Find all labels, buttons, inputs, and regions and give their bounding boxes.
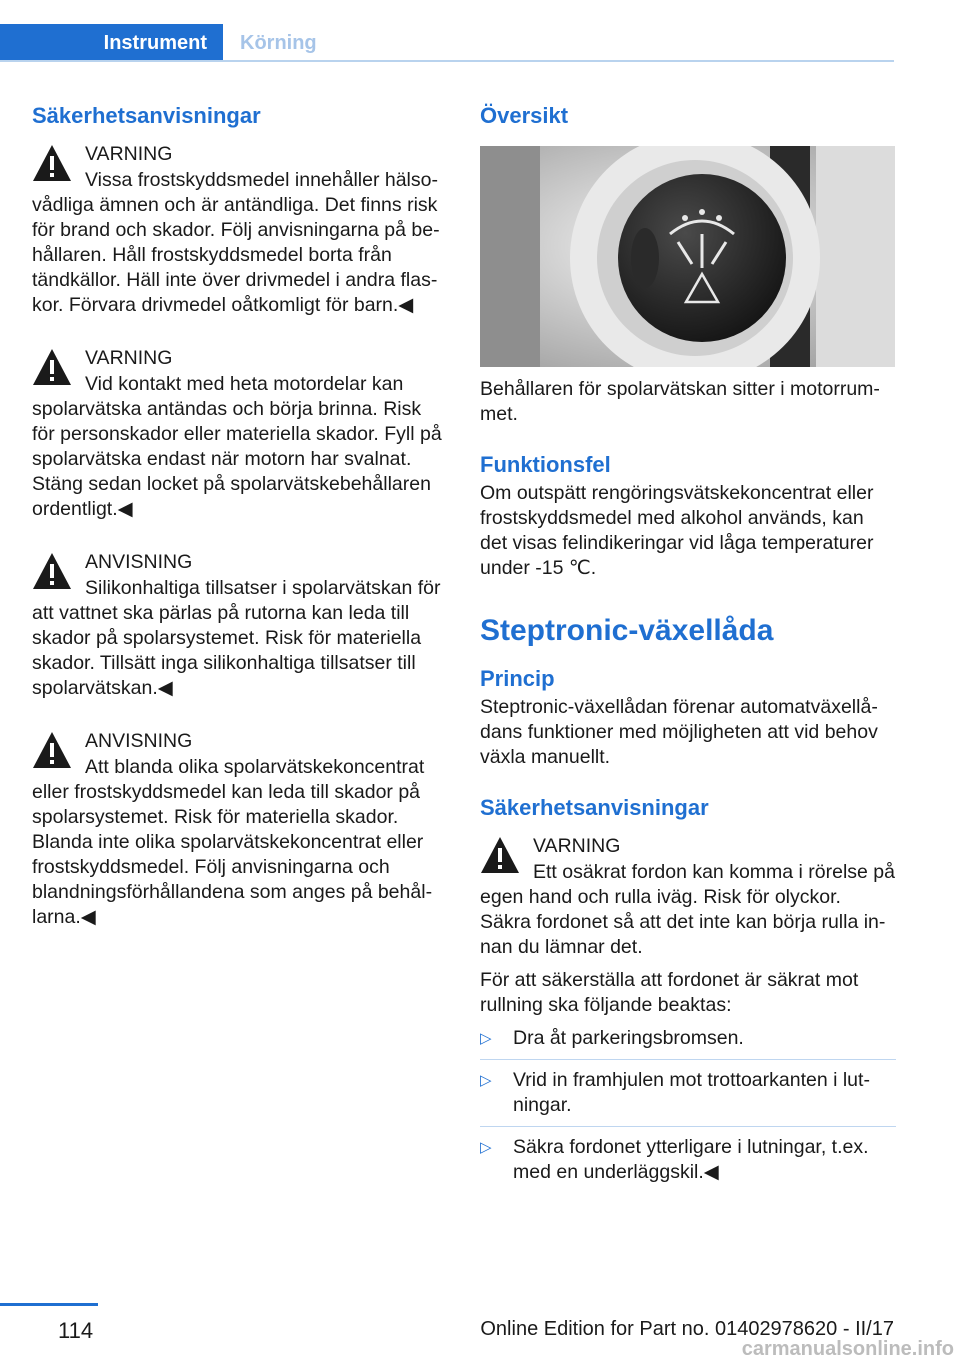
principle-text: Steptronic-växellådan förenar automatväxellådans funktioner med möjligheten att vid behov växla manuellt. bbox=[480, 696, 878, 768]
warning-triangle-icon bbox=[32, 144, 72, 182]
washer-reservoir-cap-photo bbox=[480, 146, 895, 367]
caution-notice bbox=[32, 727, 448, 930]
tab-instrument-label: Instrument bbox=[103, 31, 207, 54]
overview-heading: Översikt bbox=[480, 103, 569, 128]
warning-triangle-icon bbox=[32, 552, 72, 590]
watermark: carmanualsonline.info bbox=[741, 1338, 954, 1360]
caution-notice bbox=[32, 548, 448, 701]
tab-instrument[interactable] bbox=[0, 24, 223, 62]
triangle-bullet-icon: ▷ bbox=[480, 1072, 492, 1089]
list-item: ▷ Säkra fordonet ytterligare i lutningar, t.ex. med en underläggskil.◀ bbox=[480, 1136, 869, 1183]
notice-text: Ett osäkrat fordon kan komma i rörelse på egen hand och rulla iväg. Risk för olyckor. Säkra fordonet så att det inte kan börja rulla innan du lämnar det. bbox=[480, 861, 895, 958]
notice-label: VARNING bbox=[85, 347, 173, 369]
list-item: ▷ Dra åt parkeringsbromsen. bbox=[480, 1026, 896, 1060]
triangle-bullet-icon: ▷ bbox=[480, 1139, 492, 1156]
principle-heading: Princip bbox=[480, 666, 555, 691]
steps-list bbox=[480, 1026, 896, 1193]
right-column bbox=[480, 100, 896, 1193]
warning-notice bbox=[480, 832, 896, 960]
warning-triangle-icon bbox=[480, 836, 520, 874]
notice-text: Silikonhaltiga tillsatser i spolarvätskan för att vattnet ska pärlas på rutorna kan leda till skador på spolarsystemet. Risk för materiella skador. Tillsätt inga silikonhaltiga tillsatser till spolarvätskan.◀ bbox=[32, 577, 441, 699]
safety-heading: Säkerhetsanvisningar bbox=[32, 103, 261, 128]
warning-triangle-icon bbox=[32, 731, 72, 769]
chapter-tabs bbox=[0, 24, 894, 62]
left-column bbox=[32, 100, 448, 930]
malfunction-heading: Funktionsfel bbox=[480, 452, 611, 477]
warning-notice bbox=[32, 140, 448, 318]
header-rule bbox=[0, 60, 894, 62]
malfunction-text: Om outspätt rengöringsvätskekoncentrat eller frostskyddsmedel med alkohol används, kan det visas felindikeringar vid låga temperaturer under -15 ℃. bbox=[480, 482, 874, 579]
tab-korning[interactable] bbox=[240, 24, 317, 62]
list-item: ▷ Vrid in framhjulen mot trottoarkanten i lutningar. bbox=[480, 1068, 896, 1127]
notice-text: Vid kontakt med heta motordelar kan spolarvätska antändas och börja brinna. Risk för personskador eller materiella skador. Fyll på spolarvätska endast när motorn har svalnat. Stäng sedan locket på spolarvätskebehållaren ordentligt.◀ bbox=[32, 373, 442, 520]
warning-triangle-icon bbox=[32, 348, 72, 386]
page-number-rule bbox=[0, 1303, 98, 1306]
notice-label: VARNING bbox=[533, 835, 621, 857]
warning-notice bbox=[32, 344, 448, 522]
notice-label: VARNING bbox=[85, 143, 173, 165]
tab-korning-label: Körning bbox=[240, 31, 317, 54]
notice-text: Vissa frostskyddsmedel innehåller hälsovådliga ämnen och är antändliga. Det finns risk för brand och skador. Följ anvisningarna på behållaren. Håll frostskyddsmedel borta från tändkällor. Häll inte över drivmedel i andra flaskor. Förvara drivmedel oåtkomligt för barn.◀ bbox=[32, 169, 440, 316]
chapter-heading: Steptronic-växellåda bbox=[480, 614, 774, 647]
page-number: 114 bbox=[58, 1318, 94, 1343]
safety-heading-right: Säkerhetsanvisningar bbox=[480, 795, 709, 820]
intro-text: För att säkerställa att fordonet är säkrat mot rullning ska följande beaktas: bbox=[480, 969, 859, 1016]
notice-label: ANVISNING bbox=[85, 730, 193, 752]
notice-label: ANVISNING bbox=[85, 551, 193, 573]
figure-caption: Behållaren för spolarvätskan sitter i motorrummet. bbox=[480, 378, 880, 425]
edition-footer: Online Edition for Part no. 01402978620 - II/17 bbox=[480, 1318, 894, 1340]
notice-text: Att blanda olika spolarvätskekoncentrat eller frostskyddsmedel kan leda till skador på spolarsystemet. Risk för materiella skador. Blanda inte olika spolarvätskekoncentrat eller frostskyddsmedel. Följ anvisningarna och blandningsförhållandena som anges på behållarna.◀ bbox=[32, 756, 433, 928]
triangle-bullet-icon: ▷ bbox=[480, 1030, 492, 1047]
